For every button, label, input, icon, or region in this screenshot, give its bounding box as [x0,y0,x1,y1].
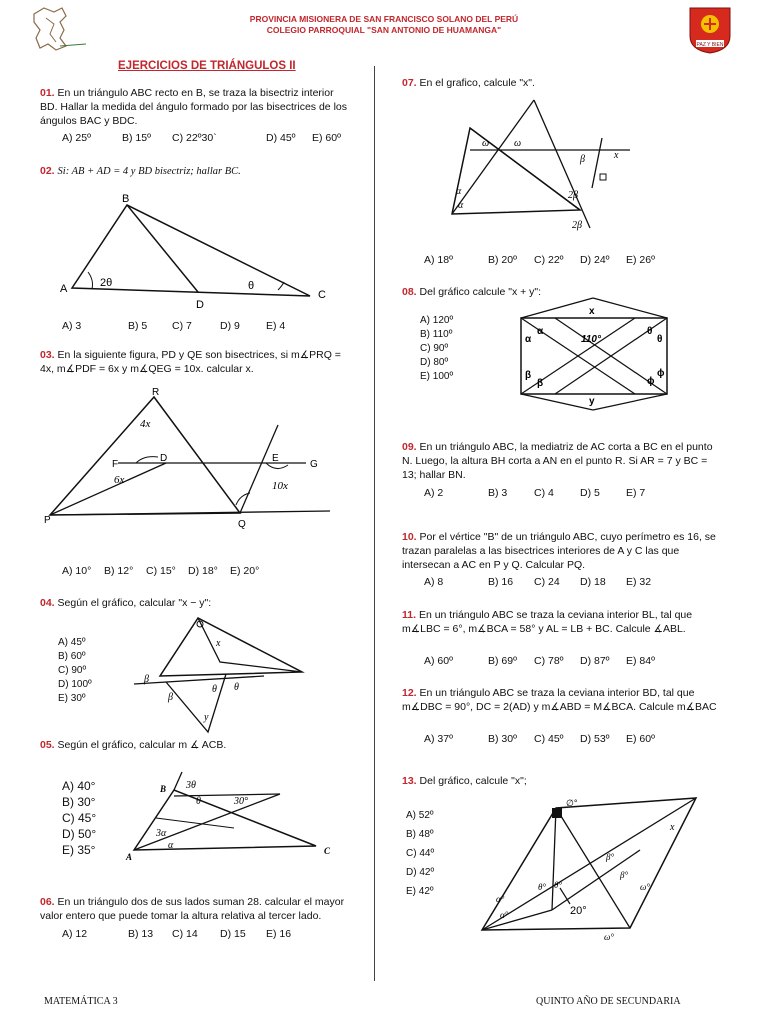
option-a: A) 12 [62,928,88,940]
option-a: A) 52º [406,810,434,821]
question-number: 10. [402,531,417,543]
option-b: B) 60º [58,651,86,662]
label-alpha-1: α [456,186,462,197]
label-beta-1: β [525,370,532,381]
question-text: Del gráfico, calcule "x"; [419,775,527,787]
question-09 [402,440,722,482]
angle-6x: 6x [114,474,125,486]
label-beta-1: β° [606,852,615,862]
label-y: y [204,712,209,723]
figure-04 [130,612,330,742]
question-number: 05. [40,739,55,751]
options-10 [424,576,651,588]
label-alpha-2: α [458,200,464,211]
option-d: D) 80º [420,357,449,368]
option-a: A) 45º [58,637,86,648]
option-d: D) 9 [220,320,240,332]
crest-motto: PAZ Y BIEN [696,42,724,48]
label-beta-2: β° [620,870,629,880]
option-e: E) 26º [626,254,655,266]
option-e: E) 4 [266,320,286,332]
label-x: x [670,822,675,833]
option-a: A) 3 [62,320,82,332]
figure-02 [40,190,340,315]
option-b: B) 48º [406,829,434,840]
label-G: G [310,459,318,470]
options-12 [424,733,655,745]
option-b: B) 12° [104,565,134,577]
option-b: B) 16 [488,576,514,588]
figure-03 [40,385,340,535]
option-d: D) 5 [580,487,600,499]
option-b: B) 69º [488,655,517,667]
label-P: P [44,515,51,526]
figure-13 [470,790,720,940]
question-number: 06. [40,896,55,908]
option-c: C) 78º [534,655,564,667]
option-d: D) 42º [406,867,435,878]
option-d: D) 18 [580,576,606,588]
label-theta-1: θ [212,684,217,695]
label-C: C [318,289,326,301]
label-omega-2: ω° [604,932,614,942]
question-number: 02. [40,165,55,177]
option-e: E) 60º [312,132,341,144]
option-a: A) 60º [424,655,453,667]
options-02 [62,320,285,332]
option-c: C) 90º [58,665,87,676]
label-theta-2: θ [234,682,239,693]
label-D: D [160,453,168,464]
option-a: A) 8 [424,576,444,588]
label-20: 20° [570,905,587,917]
option-a: A) 18º [424,254,453,266]
label-phi-2: ϕ [657,368,665,379]
question-number: 04. [40,597,55,609]
question-text: En un triángulo ABC se traza la ceviana interior BD, tal que m∡DBC = 90°, DC = 2(AD) y m∡ABD = M∡BCA. Calcule m∡BAC [402,687,717,713]
option-c: C) 14 [172,928,198,940]
label-theta-2: θ [657,334,663,345]
label-y: y [589,396,595,407]
question-number: 03. [40,349,55,361]
question-number: 08. [402,286,417,298]
question-08 [402,285,722,299]
angle-alpha: α [168,840,174,851]
option-c: C) 45º [534,733,564,745]
label-Q: Q [238,519,246,530]
label-omega-2: ω [514,138,522,149]
label-E: E [272,453,279,464]
question-number: 11. [402,609,417,621]
label-theta-2: θ° [554,880,563,890]
angle-4x: 4x [140,418,151,430]
options-04 [58,636,92,706]
option-e: E) 16 [266,928,292,940]
label-x: x [589,306,595,317]
option-c: C) 4 [534,487,554,499]
label-A: A [60,283,68,295]
option-d: D) 24º [580,254,610,266]
question-text: Del gráfico calcule "x + y": [419,286,542,298]
angle-2theta: 2θ [100,277,113,289]
question-text: Si: AB + AD = 4 y BD bisectriz; hallar BC. [57,166,241,177]
option-b: B) 110º [420,329,453,340]
label-theta-1: θ [647,326,653,337]
angle-theta: θ [196,796,201,807]
option-b: B) 5 [128,320,148,332]
question-number: 09. [402,441,417,453]
angle-theta: θ [248,280,255,292]
label-x: x [216,638,221,649]
question-02 [40,164,352,179]
option-e: E) 32 [626,576,652,588]
option-e: E) 60º [626,733,655,745]
label-theta-1: θ° [538,882,547,892]
angle-3alpha: 3α [156,828,167,839]
option-d: D) 53º [580,733,610,745]
option-d: D) 45º [266,132,296,144]
label-110: 110° [581,334,601,345]
angle-3theta: 3θ [186,780,196,791]
label-R: R [152,387,160,398]
label-phi-1: ϕ [647,376,655,387]
question-number: 07. [402,77,417,89]
options-03 [62,565,259,577]
label-F: F [112,459,119,470]
option-b: B) 30º [488,733,517,745]
option-b: B) 20º [488,254,517,266]
question-text: Según el gráfico, calcular "x − y": [57,597,212,609]
question-12 [402,686,722,714]
label-beta-2: β [168,692,173,703]
options-01 [62,132,341,144]
figure-05 [120,772,340,867]
options-09 [424,487,645,499]
option-d: D) 87º [580,655,610,667]
page-title: EJERCICIOS DE TRIÁNGULOS II [118,60,296,72]
option-d: D) 18° [188,565,218,577]
label-2beta-1: 2β [568,190,578,201]
option-b: B) 3 [488,487,508,499]
options-11 [424,655,655,667]
question-text: En un triángulo dos de sus lados suman 28. calcular el mayor valor entero que puede tomar la altura relativa al tercer lado. [40,896,345,922]
label-C: C [324,846,331,856]
question-text: En la siguiente figura, PD y QE son bisectrices, si m∡PRQ = 4x, m∡PDF = 6x y m∡QEG = 10x. calcular x. [40,349,341,375]
school-name: COLEGIO PARROQUIAL "SAN ANTONIO DE HUAMANGA" [266,25,502,35]
option-d: D) 100º [58,679,92,690]
label-beta-1: β [144,674,149,685]
question-text: En un triángulo ABC, la mediatriz de AC corta a BC en el punto N. Luego, la altura BH corta a AN en el punto R. Si AR = 7 y BC = 13; hallar BN. [402,441,713,481]
figure-08 [515,298,675,413]
label-A: A [126,852,133,862]
option-e: E) 84º [626,655,655,667]
option-d: D) 15 [220,928,246,940]
option-c: C) 24 [534,576,560,588]
options-07 [424,254,655,266]
label-beta: β [580,154,585,165]
option-e: E) 30º [58,693,86,704]
option-a: A) 40° [62,779,96,793]
label-omega-1: ω° [640,882,650,892]
option-e: E) 20° [230,565,260,577]
option-a: A) 10° [62,565,92,577]
option-b: B) 15º [122,132,151,144]
option-e: E) 42º [406,886,434,897]
options-13 [406,806,434,901]
label-beta-2: β [537,378,544,389]
label-alpha-1: α [525,334,532,345]
question-05 [40,738,352,752]
option-d: D) 50° [62,827,97,841]
label-D: D [196,299,204,311]
option-e: E) 7 [626,487,646,499]
question-text: En un triángulo ABC recto en B, se traza la bisectriz interior BD. Hallar la medida del ángulo formado por las bisectrices de los ángulos BAC y BDC. [40,87,347,127]
option-a: A) 2 [424,487,444,499]
option-a: A) 37º [424,733,453,745]
option-e: E) 100º [420,371,454,382]
option-c: C) 90º [420,343,449,354]
option-c: C) 22º30` [172,132,217,144]
question-text: En un triángulo ABC se traza la ceviana interior BL, tal que m∡LBC = 6°, m∡BCA = 58° y AL = LB + BC. Calcule ∡ABL. [402,609,693,635]
label-x: x [614,150,619,161]
province-name: PROVINCIA MISIONERA DE SAN FRANCISCO SOLANO DEL PERÚ [249,14,519,24]
question-number: 01. [40,87,55,99]
label-empty-angle: ∅° [566,798,578,808]
label-2beta-2: 2β [572,220,582,231]
question-06 [40,895,356,923]
label-alpha-2: α° [500,910,509,920]
option-c: C) 7 [172,320,192,332]
question-text: Según el gráfico, calcular m ∡ ACB. [57,739,227,751]
option-b: B) 30° [62,795,96,809]
option-a: A) 120º [420,315,454,326]
figure-07 [440,98,640,238]
label-B: B [122,193,130,205]
option-c: C) 22º [534,254,564,266]
school-crest-right [688,6,732,54]
options-05 [62,778,96,858]
column-divider [374,66,375,981]
options-08 [420,314,453,384]
option-e: E) 35° [62,843,96,857]
label-B: B [160,784,167,794]
option-a: A) 25º [62,132,91,144]
option-c: C) 45° [62,811,97,825]
question-01 [40,86,352,128]
question-04 [40,596,352,610]
footer-subject: MATEMÁTICA 3 [44,996,118,1007]
question-number: 13. [402,775,417,787]
label-alpha-2: α [537,326,544,337]
question-text: Por el vértice "B" de un triángulo ABC, cuyo perímetro es 16, se trazan paralelas a las bisectrices interiores de A y C las que intersecan a AC en P y Q. Calcular PQ. [402,531,716,571]
option-c: C) 15° [146,565,176,577]
options-06 [62,928,291,940]
question-10 [402,530,722,572]
question-text: En el grafico, calcule "x". [419,77,535,89]
label-omega-1: ω [482,138,490,149]
question-11 [402,608,722,636]
angle-30: 30° [234,796,248,807]
question-03 [40,348,356,376]
question-number: 12. [402,687,417,699]
footer-grade: QUINTO AÑO DE SECUNDARIA [536,996,681,1007]
question-13 [402,774,722,788]
question-07 [402,76,722,90]
label-alpha-1: α° [496,894,505,904]
option-b: B) 13 [128,928,154,940]
option-c: C) 44º [406,848,435,859]
angle-10x: 10x [272,480,288,492]
